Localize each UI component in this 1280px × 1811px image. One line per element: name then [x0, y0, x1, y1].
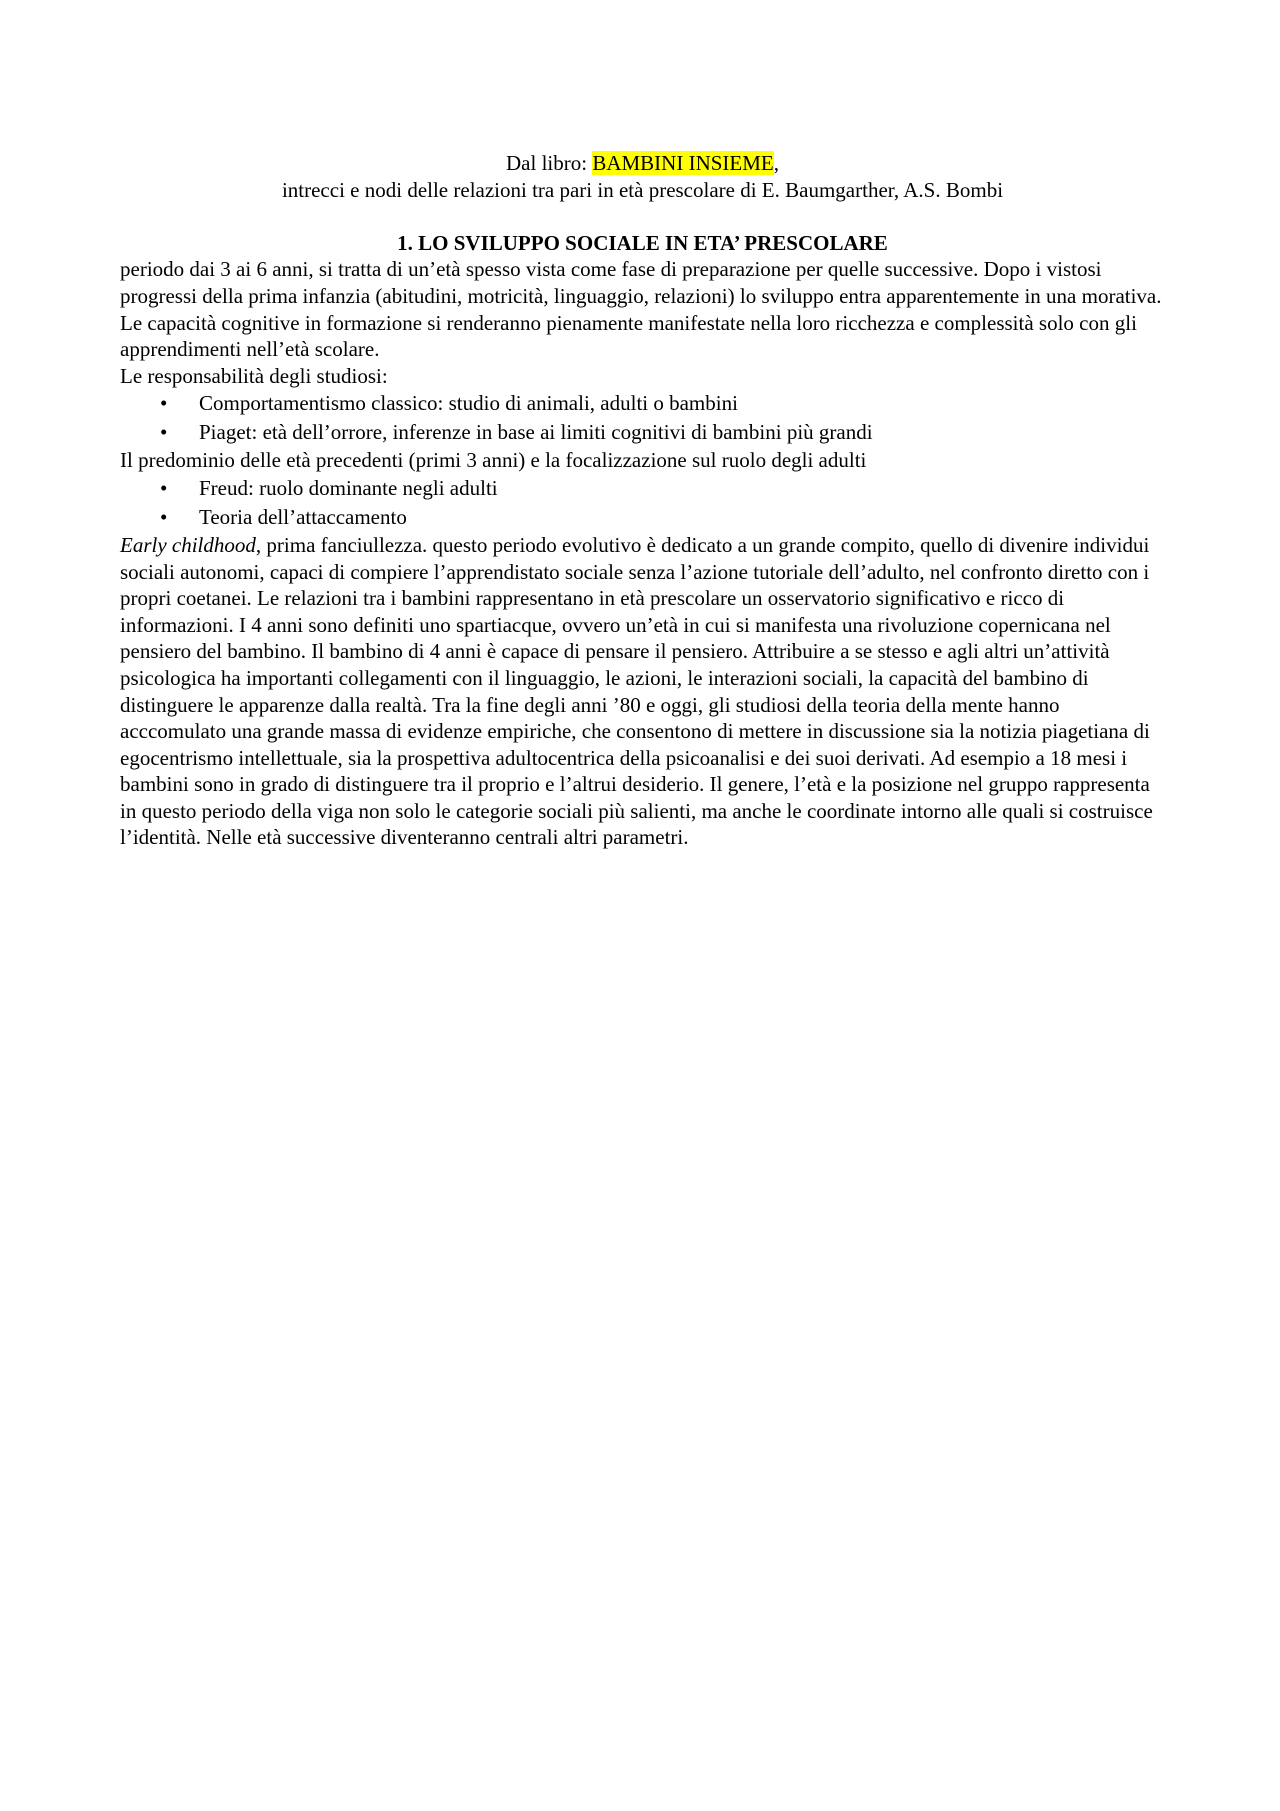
blank-line [120, 203, 1165, 230]
list-item [120, 418, 1165, 447]
early-childhood-text: , prima fanciullezza. questo periodo evolutivo è dedicato a un grande compito, quello di divenire individui sociali autonomi, capaci di compiere l’apprendistato sociale senza l’azione tutoriale dell’adulto, nel confronto diretto con i propri coetanei. Le relazioni tra i bambini rappresentano in età prescolare un osservatorio significativo e ricco di informazioni. I 4 anni sono definiti uno spartiacque, ovvero un’età in cui si manifesta una rivoluzione copernicana nel pensiero del bambino. Il bambino di 4 anni è capace di pensare il pensiero. Attribuire a se stesso e agli altri un’attività psicologica ha importanti collegamenti con il linguaggio, le azioni, le interazioni sociali, la capacità del bambino di distinguere le apparenze dalla realtà. Tra la fine degli anni ’80 e oggi, gli studiosi della teoria della mente hanno acccomulato una grande massa di evidenze empiriche, che consentono di mettere in discussione sia la notizia piagetiana di egocentrismo intellettuale, sia la prospettiva adultocentrica della psicoanalisi e dei suoi derivati. Ad esempio a 18 mesi i bambini sono in grado di distinguere tra il proprio e l’altrui desiderio. Il genere, l’età e la posizione nel gruppo rappresenta in questo periodo della viga non solo le categorie sociali più salienti, ma anche le coordinate intorno alle quali si costruisce l’identità. Nelle età successive diventeranno centrali altri parametri. [120, 532, 1153, 850]
bullet-glyph: • [160, 391, 168, 416]
researchers-list [120, 389, 1165, 447]
list-item-text: Teoria dell’attaccamento [199, 504, 407, 529]
early-childhood-term: Early childhood [120, 532, 256, 557]
intro-paragraph: periodo dai 3 ai 6 anni, si tratta di un’età spesso vista come fase di preparazione per quelle successive. Dopo i vistosi progressi della prima infanzia (abitudini, motricità, linguaggio, relazioni) lo sviluppo entra apparentemente in una morativa. Le capacità cognitive in formazione si renderanno pienamente manifestate nella loro ricchezza e complessità solo con gli apprendimenti nell’età scolare. [120, 257, 1162, 362]
list-item [120, 503, 1165, 532]
book-title-highlighted: BAMBINI INSIEME [592, 151, 774, 175]
book-prefix: Dal libro: [506, 151, 593, 175]
early-childhood-paragraph [120, 532, 1165, 851]
bullet-glyph: • [160, 420, 168, 445]
predominance-line: Il predominio delle età precedenti (primi 3 anni) e la focalizzazione sul ruolo degli adulti [120, 448, 867, 473]
list-item-text: Comportamentismo classico: studio di animali, adulti o bambini [199, 391, 738, 416]
section-heading: 1. LO SVILUPPO SOCIALE IN ETA’ PRESCOLARE [397, 230, 888, 255]
document-content [120, 150, 1165, 851]
list-item-text: Piaget: età dell’orrore, inferenze in base ai limiti cognitivi di bambini più grandi [199, 420, 873, 445]
bullet-glyph: • [160, 504, 168, 529]
list-item [120, 474, 1165, 503]
list-item [120, 389, 1165, 418]
book-subtitle: intrecci e nodi delle relazioni tra pari in età prescolare di E. Baumgarther, A.S. Bombi [281, 177, 1004, 202]
book-title-suffix: , [773, 151, 779, 175]
responsibilities-label: Le responsabilità degli studiosi: [120, 363, 388, 388]
bullet-glyph: • [160, 475, 168, 500]
adult-focus-list [120, 474, 1165, 532]
list-item-text: Freud: ruolo dominante negli adulti [199, 475, 498, 500]
book-reference-line [120, 150, 1165, 177]
